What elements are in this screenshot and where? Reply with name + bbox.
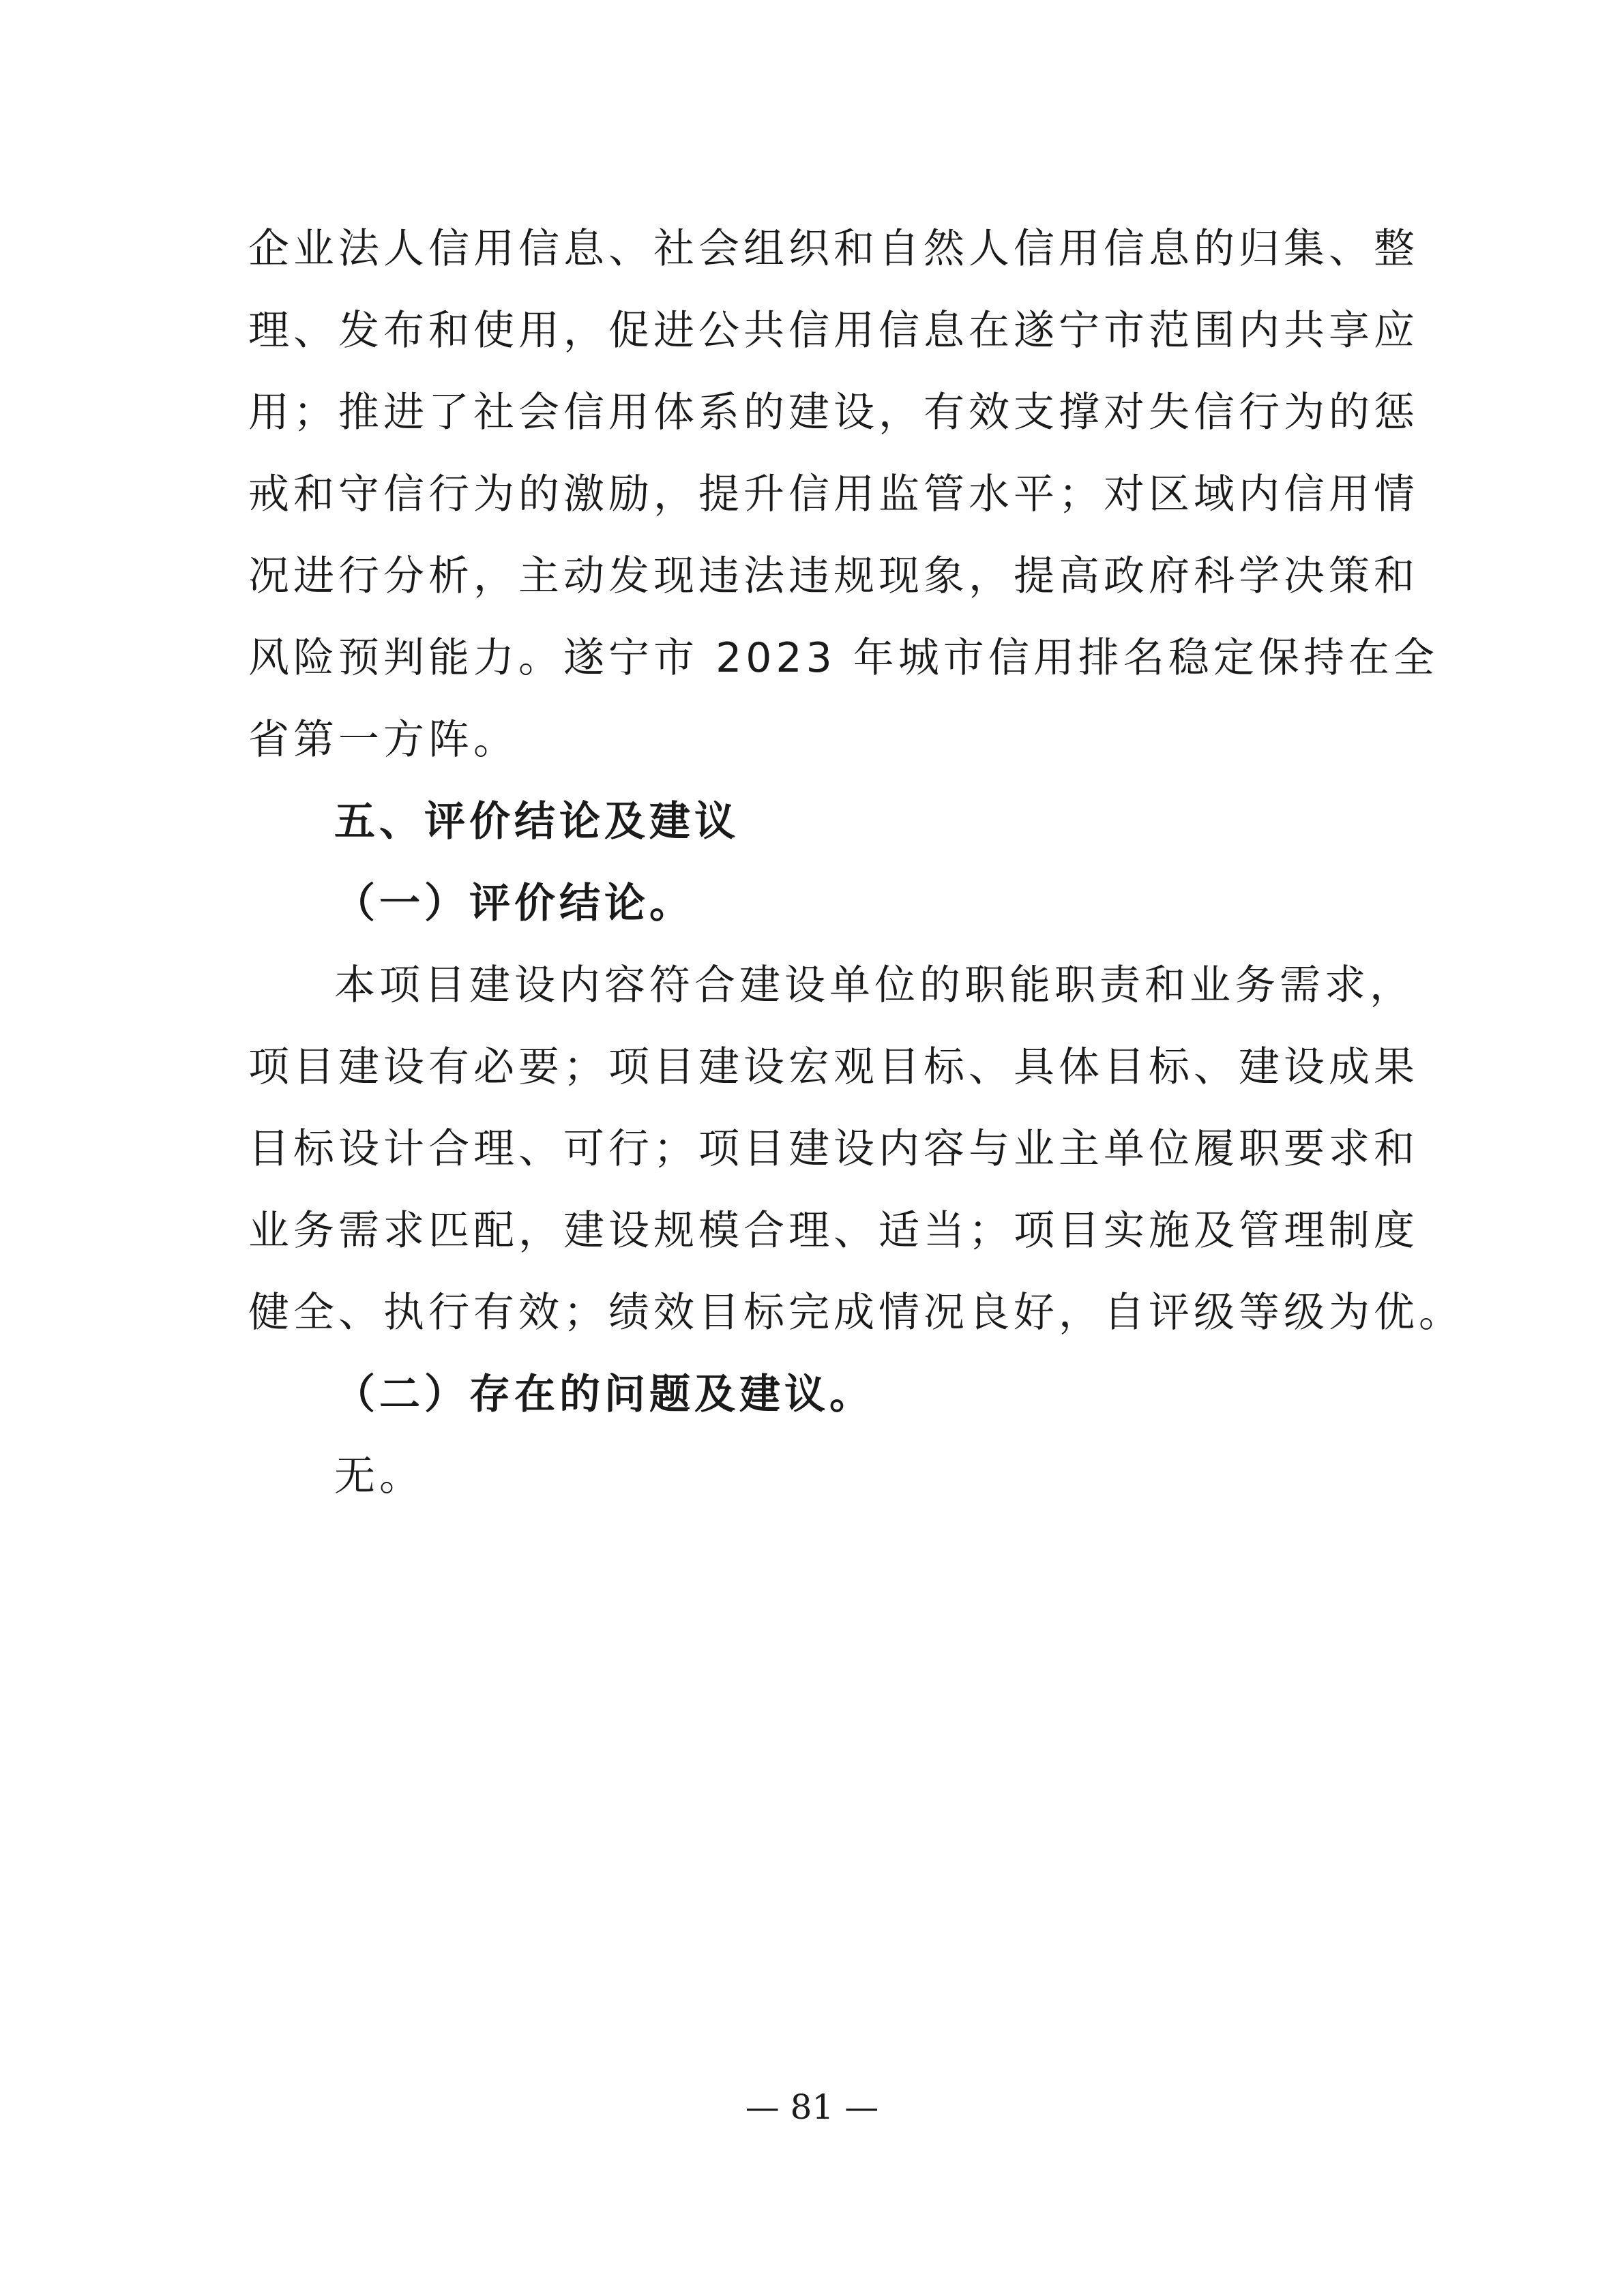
paragraph-1-line-7: 省第一方阵。 <box>248 716 518 764</box>
paragraph-1-line-2: 理、发布和使用，促进公共信用信息在遂宁市范围内共享应 <box>248 307 1419 355</box>
subsection-2-body: 无。 <box>334 1452 424 1500</box>
subsection-1-line-5: 健全、执行有效；绩效目标完成情况良好，自评级等级为优。 <box>248 1289 1464 1337</box>
paragraph-1-line-1: 企业法人信用信息、社会组织和自然人信用信息的归集、整 <box>248 225 1419 273</box>
subsection-1-line-2: 项目建设有必要；项目建设宏观目标、具体目标、建设成果 <box>248 1043 1419 1091</box>
section-heading: 五、评价结论及建议 <box>334 798 739 846</box>
paragraph-1-line-3: 用；推进了社会信用体系的建设，有效支撑对失信行为的惩 <box>248 389 1419 436</box>
paragraph-1-line-4: 戒和守信行为的激励，提升信用监管水平；对区域内信用情 <box>248 471 1419 518</box>
page-number: — 81 — <box>745 2087 879 2127</box>
subsection-1-line-1: 本项目建设内容符合建设单位的职能职责和业务需求， <box>334 961 1415 1009</box>
subsection-2-heading: （二）存在的问题及建议。 <box>334 1371 874 1418</box>
subsection-1-heading: （一）评价结论。 <box>334 880 694 927</box>
paragraph-1-line-5: 况进行分析，主动发现违法违规现象，提高政府科学决策和 <box>248 552 1419 600</box>
paragraph-1-line-6: 风险预判能力。遂宁市 2023 年城市信用排名稳定保持在全 <box>248 634 1438 682</box>
subsection-1-line-4: 业务需求匹配，建设规模合理、适当；项目实施及管理制度 <box>248 1207 1419 1255</box>
subsection-1-line-3: 目标设计合理、可行；项目建设内容与业主单位履职要求和 <box>248 1125 1419 1173</box>
